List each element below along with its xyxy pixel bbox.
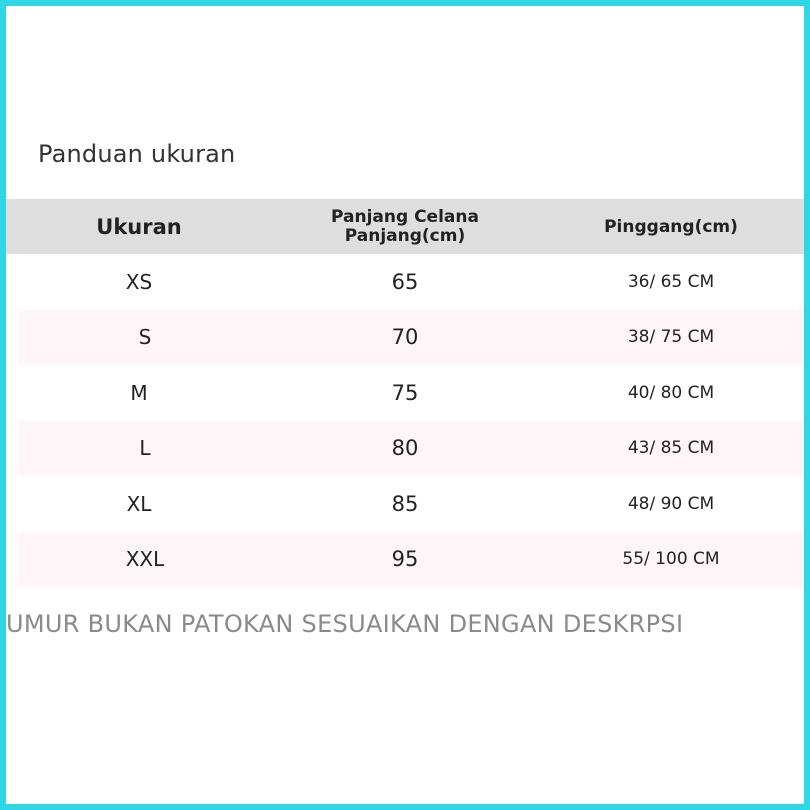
cell-size: S: [138, 325, 152, 350]
cell-size: L: [139, 436, 151, 461]
cell-size: M: [130, 380, 148, 405]
cell-pants-length: 70: [391, 325, 419, 350]
cell-waist: 55/ 100 CM: [622, 549, 720, 570]
cell-waist: 48/ 90 CM: [627, 493, 715, 514]
cell-pants-length: 65: [391, 269, 419, 294]
cell-pants-length: 80: [391, 436, 419, 461]
table-row: [6, 476, 804, 532]
table-row: [18, 310, 804, 366]
page-title: Panduan ukuran: [38, 140, 236, 168]
table-row: [18, 421, 804, 477]
cell-size: XS: [125, 269, 153, 294]
cell-waist: 40/ 80 CM: [627, 382, 715, 403]
header-pants-length: Panjang Celana Panjang(cm): [331, 206, 479, 246]
cell-pants-length: 75: [391, 380, 419, 405]
header-waist: Pinggang(cm): [604, 216, 738, 237]
cell-size: XXL: [125, 547, 165, 572]
size-chart-table: [6, 199, 804, 587]
table-row: [6, 365, 804, 421]
cell-pants-length: 95: [391, 547, 419, 572]
cell-waist: 43/ 85 CM: [627, 438, 715, 459]
cell-waist: 38/ 75 CM: [627, 327, 715, 348]
table-row: [6, 254, 804, 310]
header-size: Ukuran: [96, 214, 182, 239]
table-header-row: [6, 199, 804, 254]
cell-waist: 36/ 65 CM: [627, 271, 715, 292]
disclaimer-note: UMUR BUKAN PATOKAN SESUAIKAN DENGAN DESKRPSI: [6, 610, 684, 638]
table-row: [18, 532, 804, 588]
cell-size: XL: [126, 491, 152, 516]
cell-pants-length: 85: [391, 491, 419, 516]
